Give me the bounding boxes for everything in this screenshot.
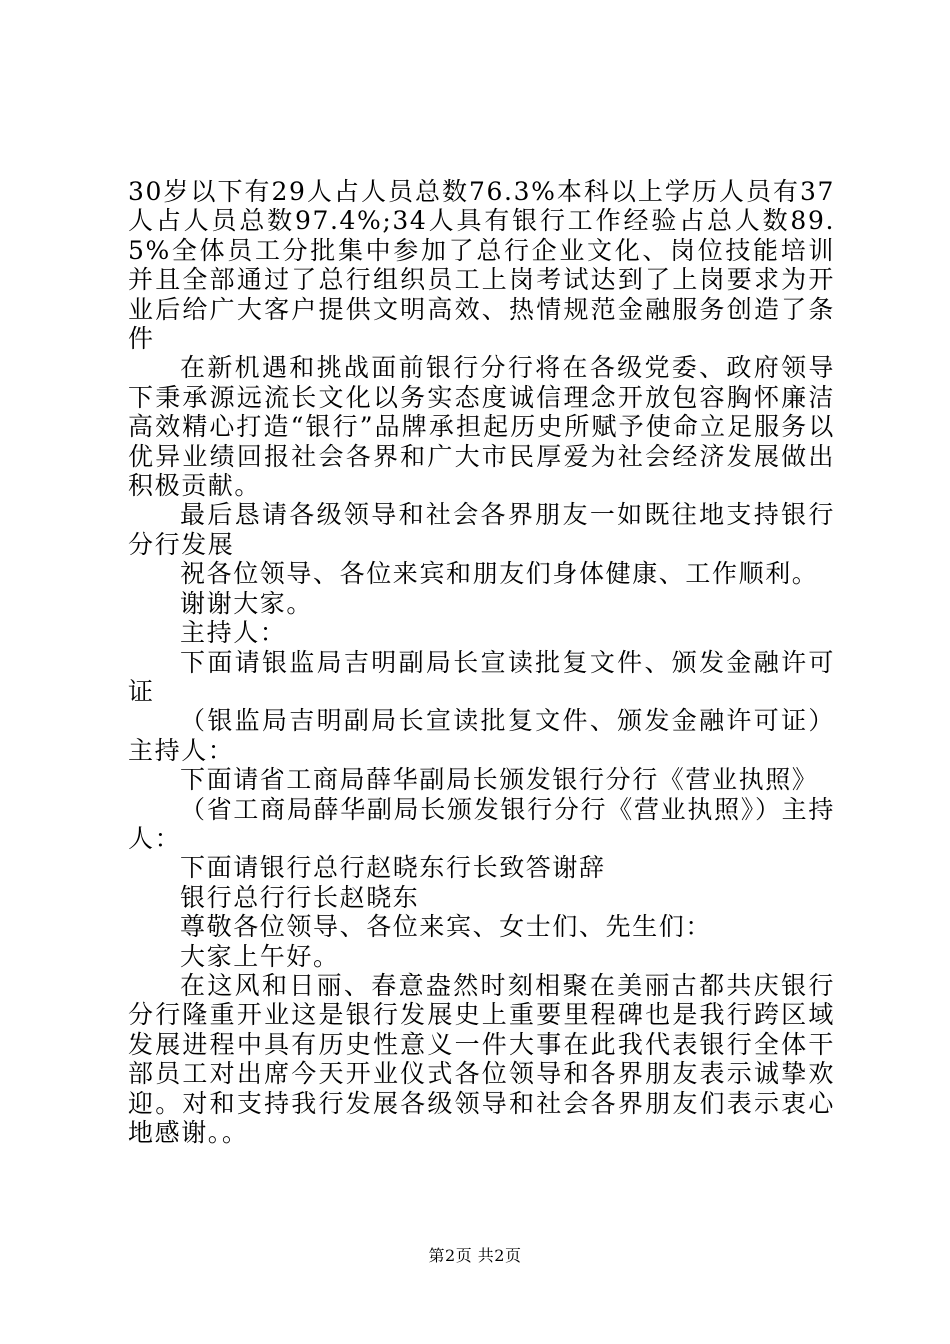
paragraph-5: 谢谢大家。 [180, 588, 314, 618]
paragraph-11: 下面请银行总行赵晓东行长致答谢辞 [180, 853, 606, 883]
document-body [128, 177, 835, 1147]
paragraph-3: 最后恳请各级领导和社会各界朋友一如既往地支持银行分行发展 [128, 500, 835, 559]
page-number-footer: 第2页 共2页 [428, 1246, 522, 1265]
paragraph-14: 大家上午好。 [180, 941, 340, 971]
paragraph-1: 30岁以下有29人占人员总数76.3%本科以上学历人员有37人占人员总数97.4%;34人具有银行工作经验占总人数89.5%全体员工分批集中参加了总行企业文化、岗位技能培训并且全部通过了总行组织员工上岗考试达到了上岗要求为开业后给广大客户提供文明高效、热情规范金融服务创造了条件 [128, 177, 835, 354]
paragraph-9: 下面请省工商局薛华副局长颁发银行分行《营业执照》 [180, 765, 819, 795]
paragraph-7: 下面请银监局吉明副局长宣读批复文件、颁发金融许可证 [128, 647, 835, 706]
paragraph-13: 尊敬各位领导、各位来宾、女士们、先生们： [180, 912, 713, 942]
paragraph-4: 祝各位领导、各位来宾和朋友们身体健康、工作顺利。 [180, 559, 819, 589]
paragraph-2: 在新机遇和挑战面前银行分行将在各级党委、政府领导下秉承源远流长文化以务实态度诚信理念开放包容胸怀廉洁高效精心打造“银行”品牌承担起历史所赋予使命立足服务以优异业绩回报社会各界和广大市民厚爱为社会经济发展做出积极贡献。 [128, 353, 835, 501]
paragraph-8: （银监局吉明副局长宣读批复文件、颁发金融许可证）主持人： [128, 706, 835, 765]
paragraph-12: 银行总行行长赵晓东 [180, 882, 420, 912]
paragraph-6: 主持人： [180, 618, 287, 648]
paragraph-15: 在这风和日丽、春意盎然时刻相聚在美丽古都共庆银行分行隆重开业这是银行发展史上重要里程碑也是我行跨区域发展进程中具有历史性意义一件大事在此我代表银行全体干部员工对出席今天开业仪式各位领导和各界朋友表示诚挚欢迎。对和支持我行发展各级领导和社会各界朋友们表示衷心地感谢。。 [128, 970, 835, 1147]
paragraph-10: （省工商局薛华副局长颁发银行分行《营业执照》）主持人： [128, 794, 835, 853]
